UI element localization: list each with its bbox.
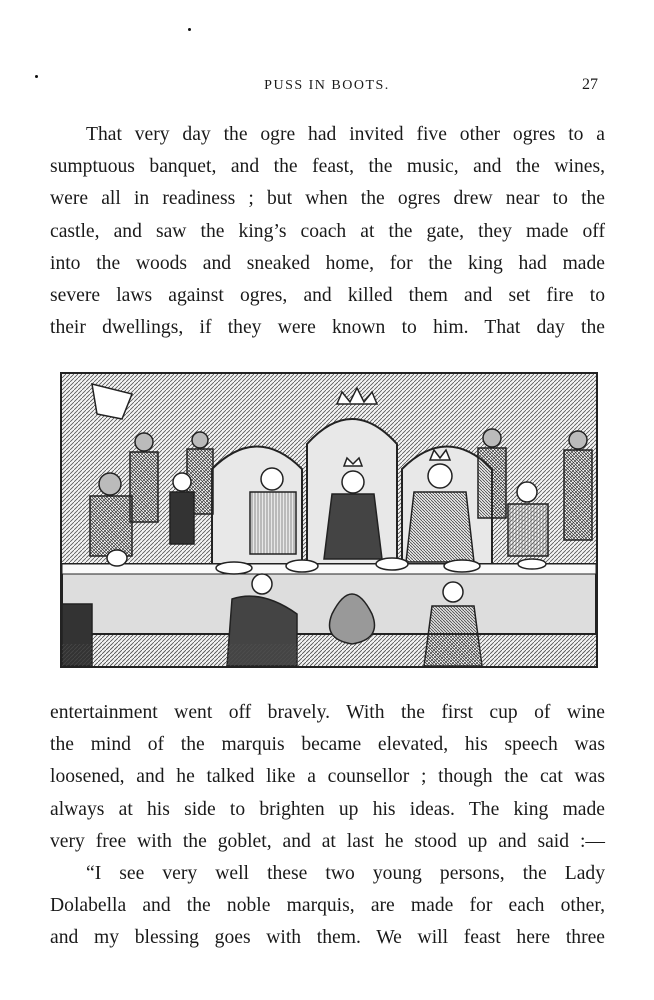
print-speck — [188, 28, 191, 31]
text-line: That very day the ogre had invited five other ogres to a — [86, 124, 605, 145]
text-line: their dwellings, if they were known to him. That day the — [50, 317, 605, 339]
text-line: very free with the goblet, and at last he stood up and said :— — [50, 830, 605, 852]
banquet-engraving — [62, 374, 596, 666]
banquet-illustration — [60, 372, 598, 668]
text-line: castle, and saw the king’s coach at the gate, they made off — [50, 220, 605, 242]
text-line: and my blessing goes with them. We will feast here three — [50, 927, 605, 949]
text-line: Dolabella and the noble marquis, are made for each other, — [50, 895, 605, 917]
text-line: always at his side to brighten up his ideas. The king made — [50, 798, 605, 820]
paragraph-top — [50, 119, 605, 344]
text-line: loosened, and he talked like a counsellor ; though the cat was — [50, 766, 605, 788]
text-line: were all in readiness ; but when the ogres drew near to the — [50, 188, 605, 210]
text-line: the mind of the marquis became elevated, his speech was — [50, 734, 605, 756]
running-title: PUSS IN BOOTS. — [264, 78, 390, 93]
paragraph-bottom — [50, 697, 605, 955]
text-line: severe laws against ogres, and killed them and set fire to — [50, 285, 605, 307]
text-line: sumptuous banquet, and the feast, the music, and the wines, — [50, 156, 605, 178]
text-line: entertainment went off bravely. With the first cup of wine — [50, 702, 605, 723]
text-line: “I see very well these two young persons, the Lady — [86, 863, 605, 885]
text-line: into the woods and sneaked home, for the king had made — [50, 252, 605, 274]
page-number: 27 — [582, 76, 598, 93]
